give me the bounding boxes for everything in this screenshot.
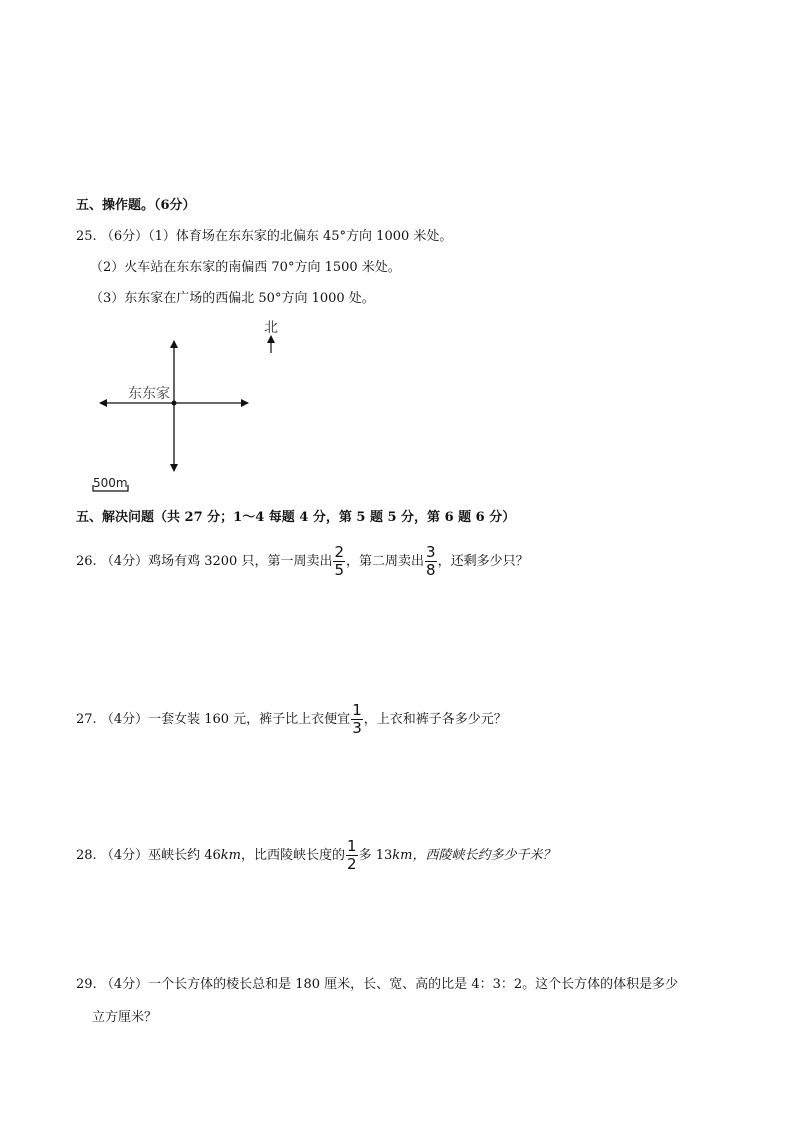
question-number: 28. bbox=[76, 848, 97, 863]
fraction bbox=[346, 839, 358, 872]
fraction-numerator: 3 bbox=[426, 543, 436, 561]
question-score: （4分） bbox=[100, 712, 149, 727]
fraction-denominator: 3 bbox=[352, 719, 362, 737]
question-26 bbox=[76, 544, 529, 580]
fraction-numerator: 1 bbox=[347, 837, 357, 855]
home-point bbox=[172, 401, 177, 406]
question-27 bbox=[76, 702, 507, 738]
fraction-numerator: 1 bbox=[352, 701, 362, 719]
question-score: （4分） bbox=[100, 977, 149, 992]
question-25-line-2: （2）火车站在东东家的南偏西 70°方向 1500 米处。 bbox=[90, 260, 401, 275]
fraction bbox=[351, 703, 363, 736]
question-text: 一个长方体的棱长总和是 180 厘米，长、宽、高的比是 4：3：2。这个长方体的体积是多少 bbox=[148, 977, 679, 992]
question-text: ，上衣和裤子各多少元？ bbox=[363, 712, 507, 727]
fraction-numerator: 2 bbox=[334, 543, 345, 561]
fraction-denominator: 2 bbox=[347, 855, 357, 873]
direction-diagram bbox=[90, 315, 290, 495]
question-text: 多 13 bbox=[358, 848, 393, 863]
home-label: 东东家 bbox=[128, 386, 170, 402]
question-text: ，比西陵峡长度的 bbox=[241, 848, 346, 863]
question-text: ，西陵峡长约多少千米？ bbox=[412, 848, 556, 863]
scale-label: 500m bbox=[93, 476, 128, 490]
question-number: 25. bbox=[76, 229, 97, 244]
unit-km: km bbox=[392, 848, 413, 863]
section-title-operation: 五、操作题。（6分） bbox=[76, 198, 196, 213]
question-25-line-3: （3）东东家在广场的西偏北 50°方向 1000 处。 bbox=[90, 291, 375, 306]
fraction-denominator: 5 bbox=[334, 561, 345, 579]
question-score: （6分） bbox=[100, 229, 149, 244]
section-title-problems: 五、解决问题（共 27 分；1～4 每题 4 分，第 5 题 5 分，第 6 题 6 分） bbox=[76, 510, 516, 525]
question-text: ，第二周卖出 bbox=[346, 554, 425, 569]
question-25-line-1 bbox=[76, 227, 452, 247]
question-number: 27. bbox=[76, 712, 97, 727]
question-text: 巫峡长约 46 bbox=[148, 848, 221, 863]
question-29-line-1 bbox=[76, 975, 678, 995]
question-score: （4分） bbox=[100, 848, 149, 863]
unit-km: km bbox=[220, 848, 242, 863]
question-text: （1）体育场在东东家的北偏东 45°方向 1000 米处。 bbox=[148, 229, 453, 244]
fraction bbox=[425, 545, 437, 578]
question-29-line-2: 立方厘米？ bbox=[92, 1010, 158, 1025]
question-28 bbox=[76, 838, 556, 874]
question-text: ，还剩多少只？ bbox=[437, 554, 529, 569]
north-label: 北 bbox=[264, 320, 278, 336]
fraction bbox=[333, 545, 345, 578]
question-text: 鸡场有鸡 3200 只，第一周卖出 bbox=[148, 554, 333, 569]
question-text: 一套女装 160 元，裤子比上衣便宜 bbox=[148, 712, 351, 727]
question-number: 26. bbox=[76, 554, 97, 569]
question-number: 29. bbox=[76, 977, 97, 992]
question-score: （4分） bbox=[100, 554, 149, 569]
fraction-denominator: 8 bbox=[426, 561, 436, 579]
